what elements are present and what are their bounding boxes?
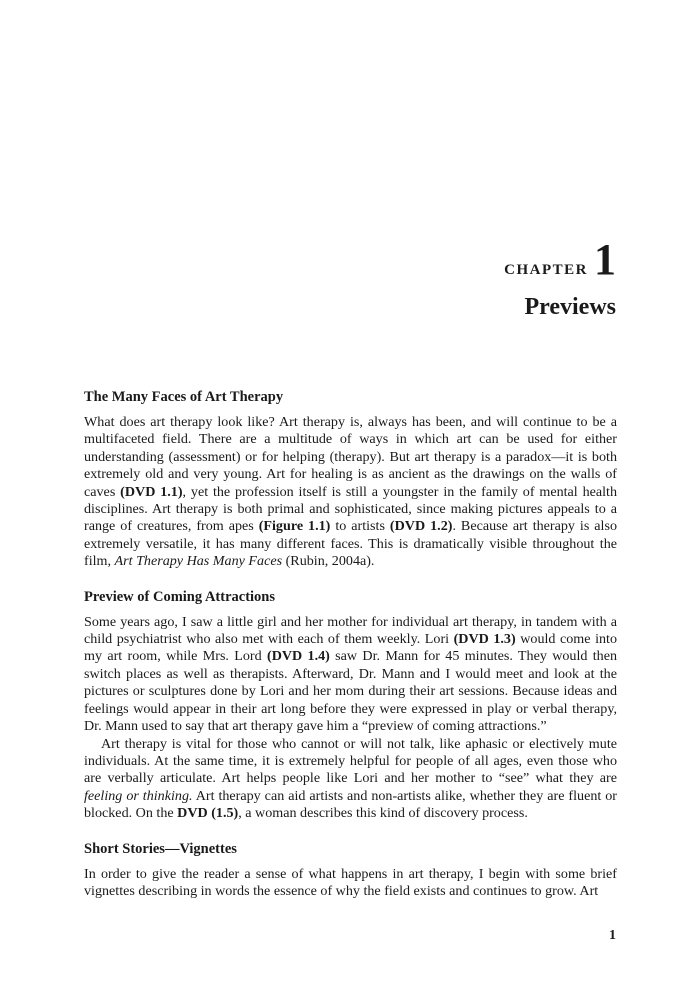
paragraph bbox=[84, 866, 617, 901]
reference-text: (DVD 1.4) bbox=[267, 648, 330, 665]
chapter-title: Previews bbox=[524, 294, 616, 320]
text-segment: Art therapy is vital for those who cannot or will not talk, like aphasic or electively mute individuals. At the same time, it is extremely helpful for people of all ages, even those who are verbally articulate. Art helps people like Lori and her mother to “see” what they are bbox=[84, 735, 617, 787]
reference-text: DVD (1.5) bbox=[177, 805, 239, 822]
chapter-label-line bbox=[504, 235, 616, 290]
text-segment: In order to give the reader a sense of what happens in art therapy, I begin with some brief vignettes describing in words the essence of why the field exists and continues to grow. Art bbox=[84, 865, 617, 899]
emphasis-text: feeling or thinking. bbox=[84, 787, 193, 804]
reference-text: (DVD 1.1) bbox=[120, 483, 183, 500]
text-segment: , a woman describes this kind of discovery process. bbox=[238, 805, 528, 822]
text-segment: to artists bbox=[330, 518, 390, 535]
section-heading: Short Stories—Vignettes bbox=[84, 840, 237, 857]
page-number: 1 bbox=[609, 928, 616, 943]
section-heading: Preview of Coming Attractions bbox=[84, 588, 276, 605]
emphasis-text: Art Therapy Has Many Faces bbox=[114, 553, 283, 570]
text-segment: Some years ago, I saw a little girl and her mother for individual art therapy, in tandem with a child psychiatrist who also met with each of them weekly. Lori bbox=[84, 613, 617, 648]
reference-text: (DVD 1.2) bbox=[389, 518, 453, 535]
reference-text: (DVD 1.3) bbox=[453, 631, 516, 648]
text-segment: (Rubin, 2004a). bbox=[282, 553, 375, 570]
text-segment: would come into my art room, while Mrs. Lord bbox=[84, 631, 617, 665]
section bbox=[84, 388, 617, 571]
section-heading: The Many Faces of Art Therapy bbox=[84, 389, 284, 405]
paragraph bbox=[84, 736, 617, 823]
paragraph bbox=[84, 414, 617, 571]
text-segment: , yet the profession itself is still a youngster in the family of mental health disciplines. Art therapy is both primal and sophisticated, since making pictures appeals to a range of creatures, from apes bbox=[84, 483, 618, 535]
chapter-label: CHAPTER bbox=[504, 262, 588, 278]
text-segment: What does art therapy look like? Art therapy is, always has been, and will continue to be a multifaceted field. There are a multitude of ways in which art can be used for either understanding (assessment) or for helping (therapy). But art therapy is a paradox—it is both extremely old and very young. Art for healing is as ancient as the drawings on the walls of caves bbox=[84, 414, 617, 500]
paragraph bbox=[84, 614, 617, 736]
text-segment: . Because art therapy is also extremely versatile, it has many different faces. This is dramatically visible throughout the film, bbox=[84, 518, 618, 570]
section bbox=[84, 588, 617, 823]
chapter-number: 1 bbox=[594, 235, 616, 284]
text-segment: Art therapy can aid artists and non-artists alike, whether they are fluent or blocked. On the bbox=[84, 787, 617, 822]
text-segment: saw Dr. Mann for 45 minutes. They would then switch places as well as therapists. Afterward, Dr. Mann and I would meet and look at the pictures or sculptures done by Lori and her mom during their art sessions. Because ideas and feelings would appear in their art long before they were expressed in play or verbal therapy, Dr. Mann used to say that art therapy gave him a “preview of coming attractions.” bbox=[84, 648, 618, 735]
section bbox=[84, 840, 617, 901]
chapter-heading bbox=[504, 235, 616, 320]
body-text bbox=[84, 388, 617, 917]
reference-text: (Figure 1.1) bbox=[258, 518, 331, 535]
